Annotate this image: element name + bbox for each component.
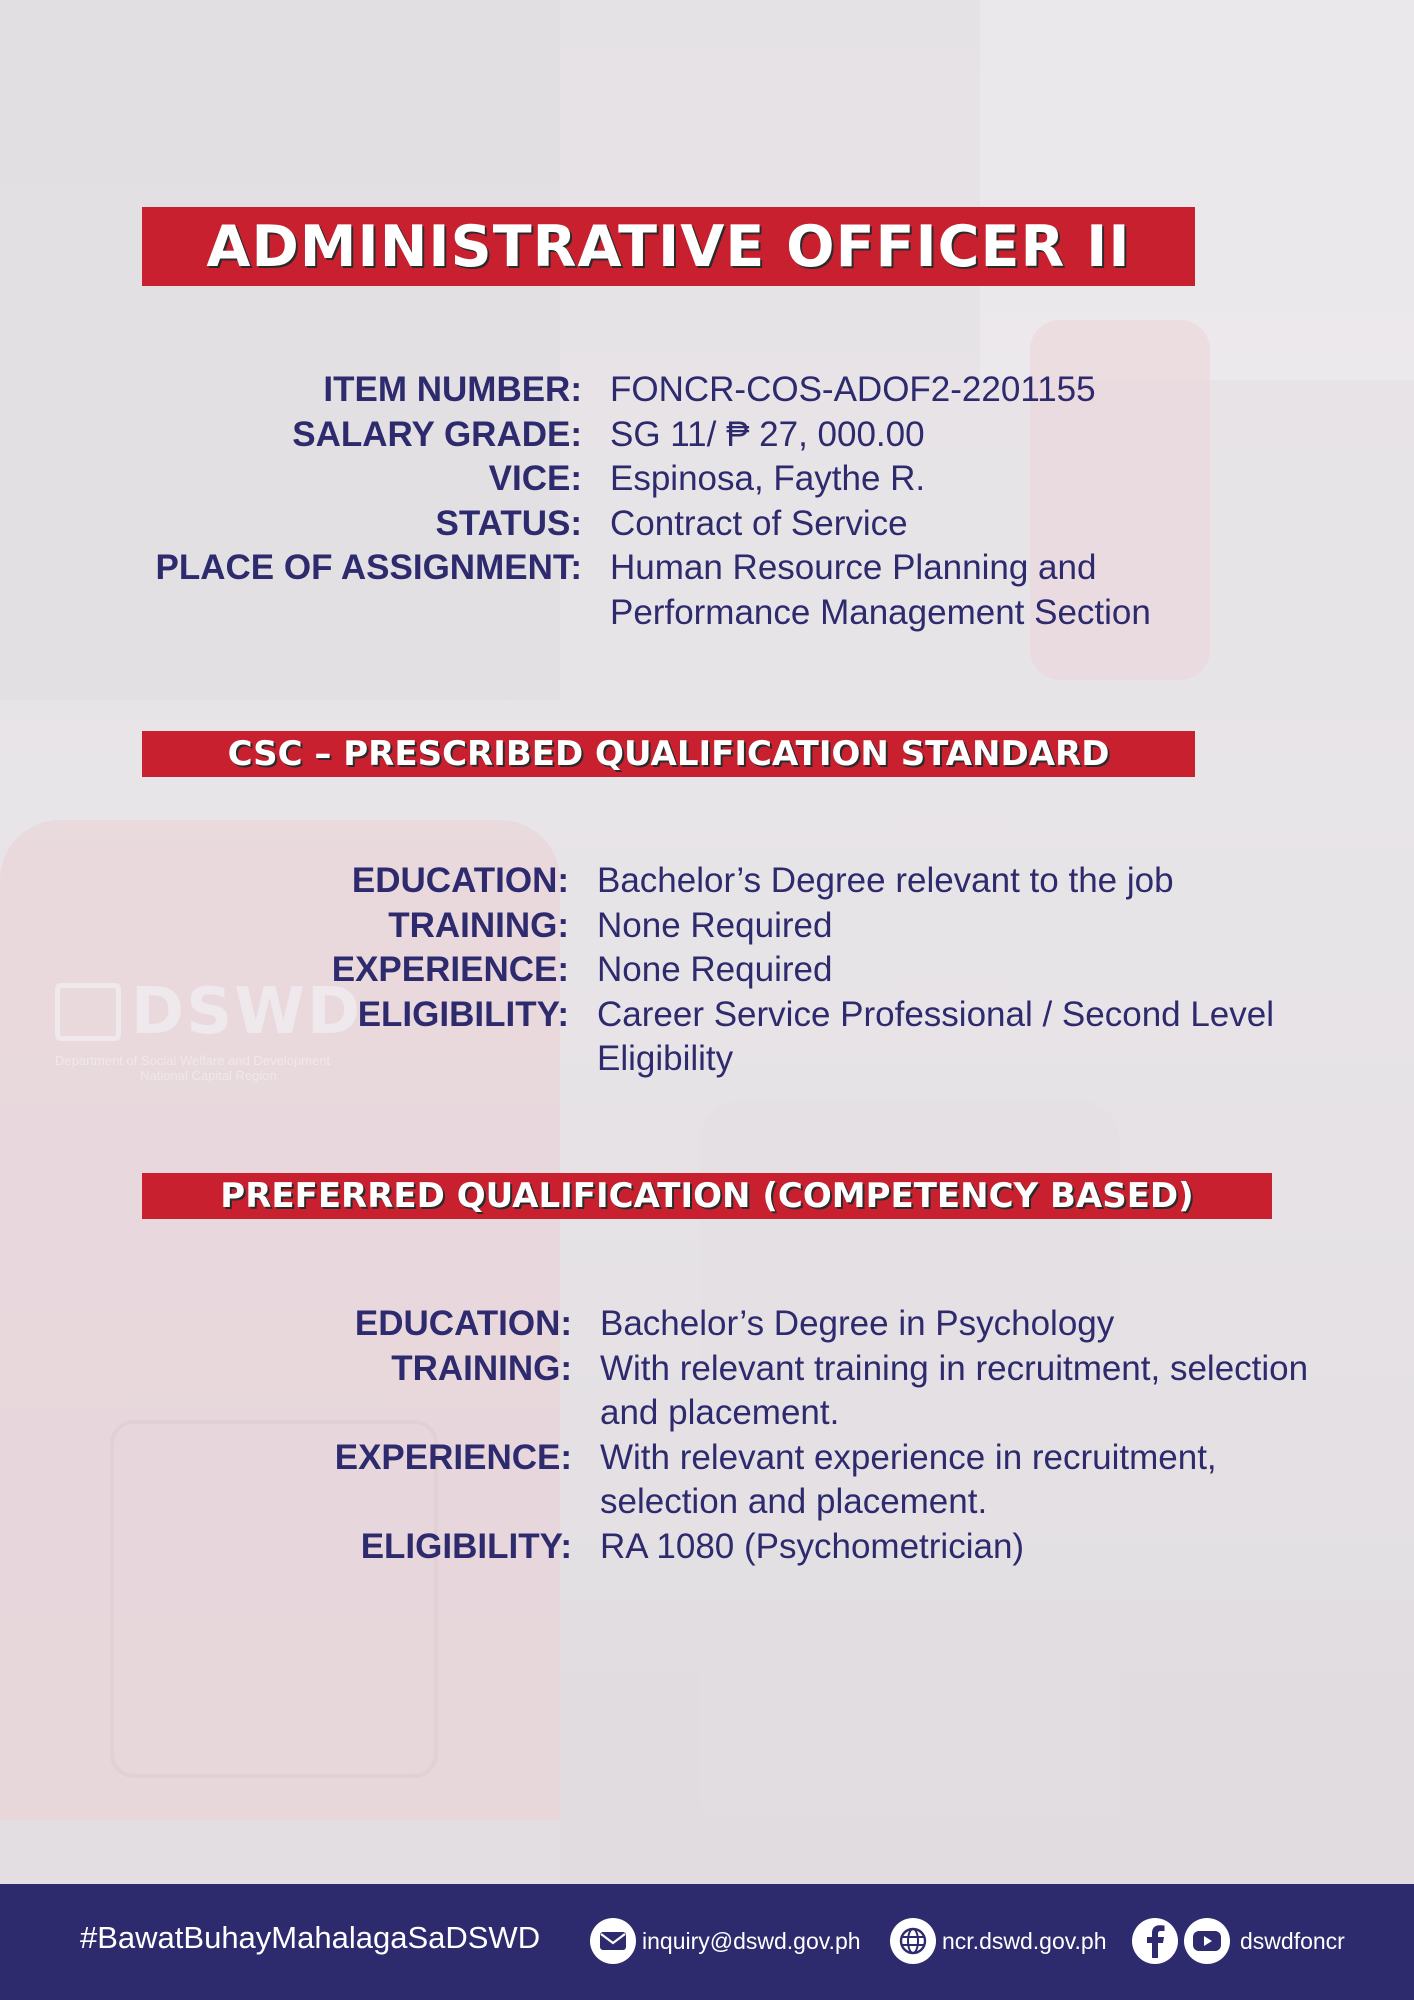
- qualification-row: [130, 859, 1317, 904]
- mail-icon: [590, 1918, 636, 1964]
- qualification-label: ELIGIBILITY:: [357, 994, 569, 1034]
- qualification-label: ELIGIBILITY:: [360, 1526, 572, 1566]
- youtube-icon[interactable]: [1184, 1918, 1230, 1964]
- footer-website[interactable]: [890, 1918, 1107, 1964]
- preferred-heading: PREFERRED QUALIFICATION (COMPETENCY BASED): [220, 1176, 1194, 1216]
- footer-bar: [0, 1884, 1414, 2000]
- qualification-label: TRAINING:: [391, 1348, 572, 1388]
- detail-label: VICE:: [488, 459, 582, 498]
- website-text: ncr.dswd.gov.ph: [942, 1927, 1107, 1954]
- csc-qualifications: [130, 859, 1317, 1082]
- qualification-row: [130, 993, 1317, 1082]
- qualification-row: [130, 1347, 1320, 1436]
- job-title: ADMINISTRATIVE OFFICER II: [206, 213, 1131, 280]
- place-of-assignment-row: [130, 546, 1250, 635]
- email-text: inquiry@dswd.gov.ph: [642, 1927, 861, 1954]
- qualification-value: Career Service Professional / Second Level Eligibility: [597, 994, 1275, 1078]
- salary-grade-row: [130, 413, 1250, 458]
- qualification-label: EXPERIENCE:: [334, 1437, 572, 1477]
- qualification-row: [130, 1436, 1320, 1525]
- footer-email[interactable]: [590, 1918, 861, 1964]
- csc-qualification-banner: [142, 731, 1195, 777]
- qualification-value: None Required: [597, 950, 833, 989]
- footer-hashtag: #BawatBuhayMahalagaSaDSWD: [80, 1920, 541, 1955]
- qualification-row: [130, 904, 1317, 949]
- detail-label: SALARY GRADE:: [292, 414, 582, 454]
- preferred-qualifications: [130, 1302, 1320, 1569]
- csc-heading: CSC – PRESCRIBED QUALIFICATION STANDARD: [227, 734, 1110, 774]
- item-number-row: [130, 368, 1250, 413]
- detail-value: FONCR-COS-ADOF2-2201155: [610, 370, 1096, 409]
- footer-social[interactable]: [1132, 1918, 1345, 1964]
- qualification-label: EDUCATION:: [354, 1304, 572, 1343]
- qualification-value: With relevant experience in recruitment, selection and placement.: [600, 1437, 1217, 1521]
- qualification-value: None Required: [597, 905, 833, 945]
- detail-value: SG 11/ ₱ 27, 000.00: [610, 414, 925, 454]
- detail-label: STATUS:: [435, 503, 582, 543]
- qualification-row: [130, 1302, 1320, 1347]
- detail-value: Human Resource Planning and Performance Management Section: [610, 548, 1151, 632]
- facebook-icon[interactable]: [1132, 1918, 1178, 1964]
- qualification-row: [130, 1525, 1320, 1570]
- detail-value: Espinosa, Faythe R.: [610, 459, 926, 498]
- vice-row: [130, 457, 1250, 502]
- status-row: [130, 502, 1250, 547]
- qualification-row: [130, 948, 1317, 993]
- qualification-value: RA 1080 (Psychometrician): [600, 1526, 1025, 1566]
- qualification-value: Bachelor’s Degree relevant to the job: [597, 861, 1174, 900]
- job-title-banner: [142, 207, 1195, 286]
- qualification-value: Bachelor’s Degree in Psychology: [600, 1304, 1115, 1343]
- detail-value: Contract of Service: [610, 503, 908, 543]
- qualification-label: TRAINING:: [388, 905, 569, 945]
- qualification-label: EDUCATION:: [351, 861, 569, 900]
- social-handle-text: dswdfoncr: [1240, 1927, 1345, 1954]
- globe-icon: [890, 1918, 936, 1964]
- preferred-qualification-banner: [142, 1173, 1272, 1219]
- position-details: [130, 368, 1250, 635]
- qualification-label: EXPERIENCE:: [331, 950, 569, 989]
- detail-label: ITEM NUMBER:: [323, 370, 582, 409]
- qualification-value: With relevant training in recruitment, selection and placement.: [600, 1348, 1309, 1432]
- detail-label: PLACE OF ASSIGNMENT:: [155, 548, 582, 587]
